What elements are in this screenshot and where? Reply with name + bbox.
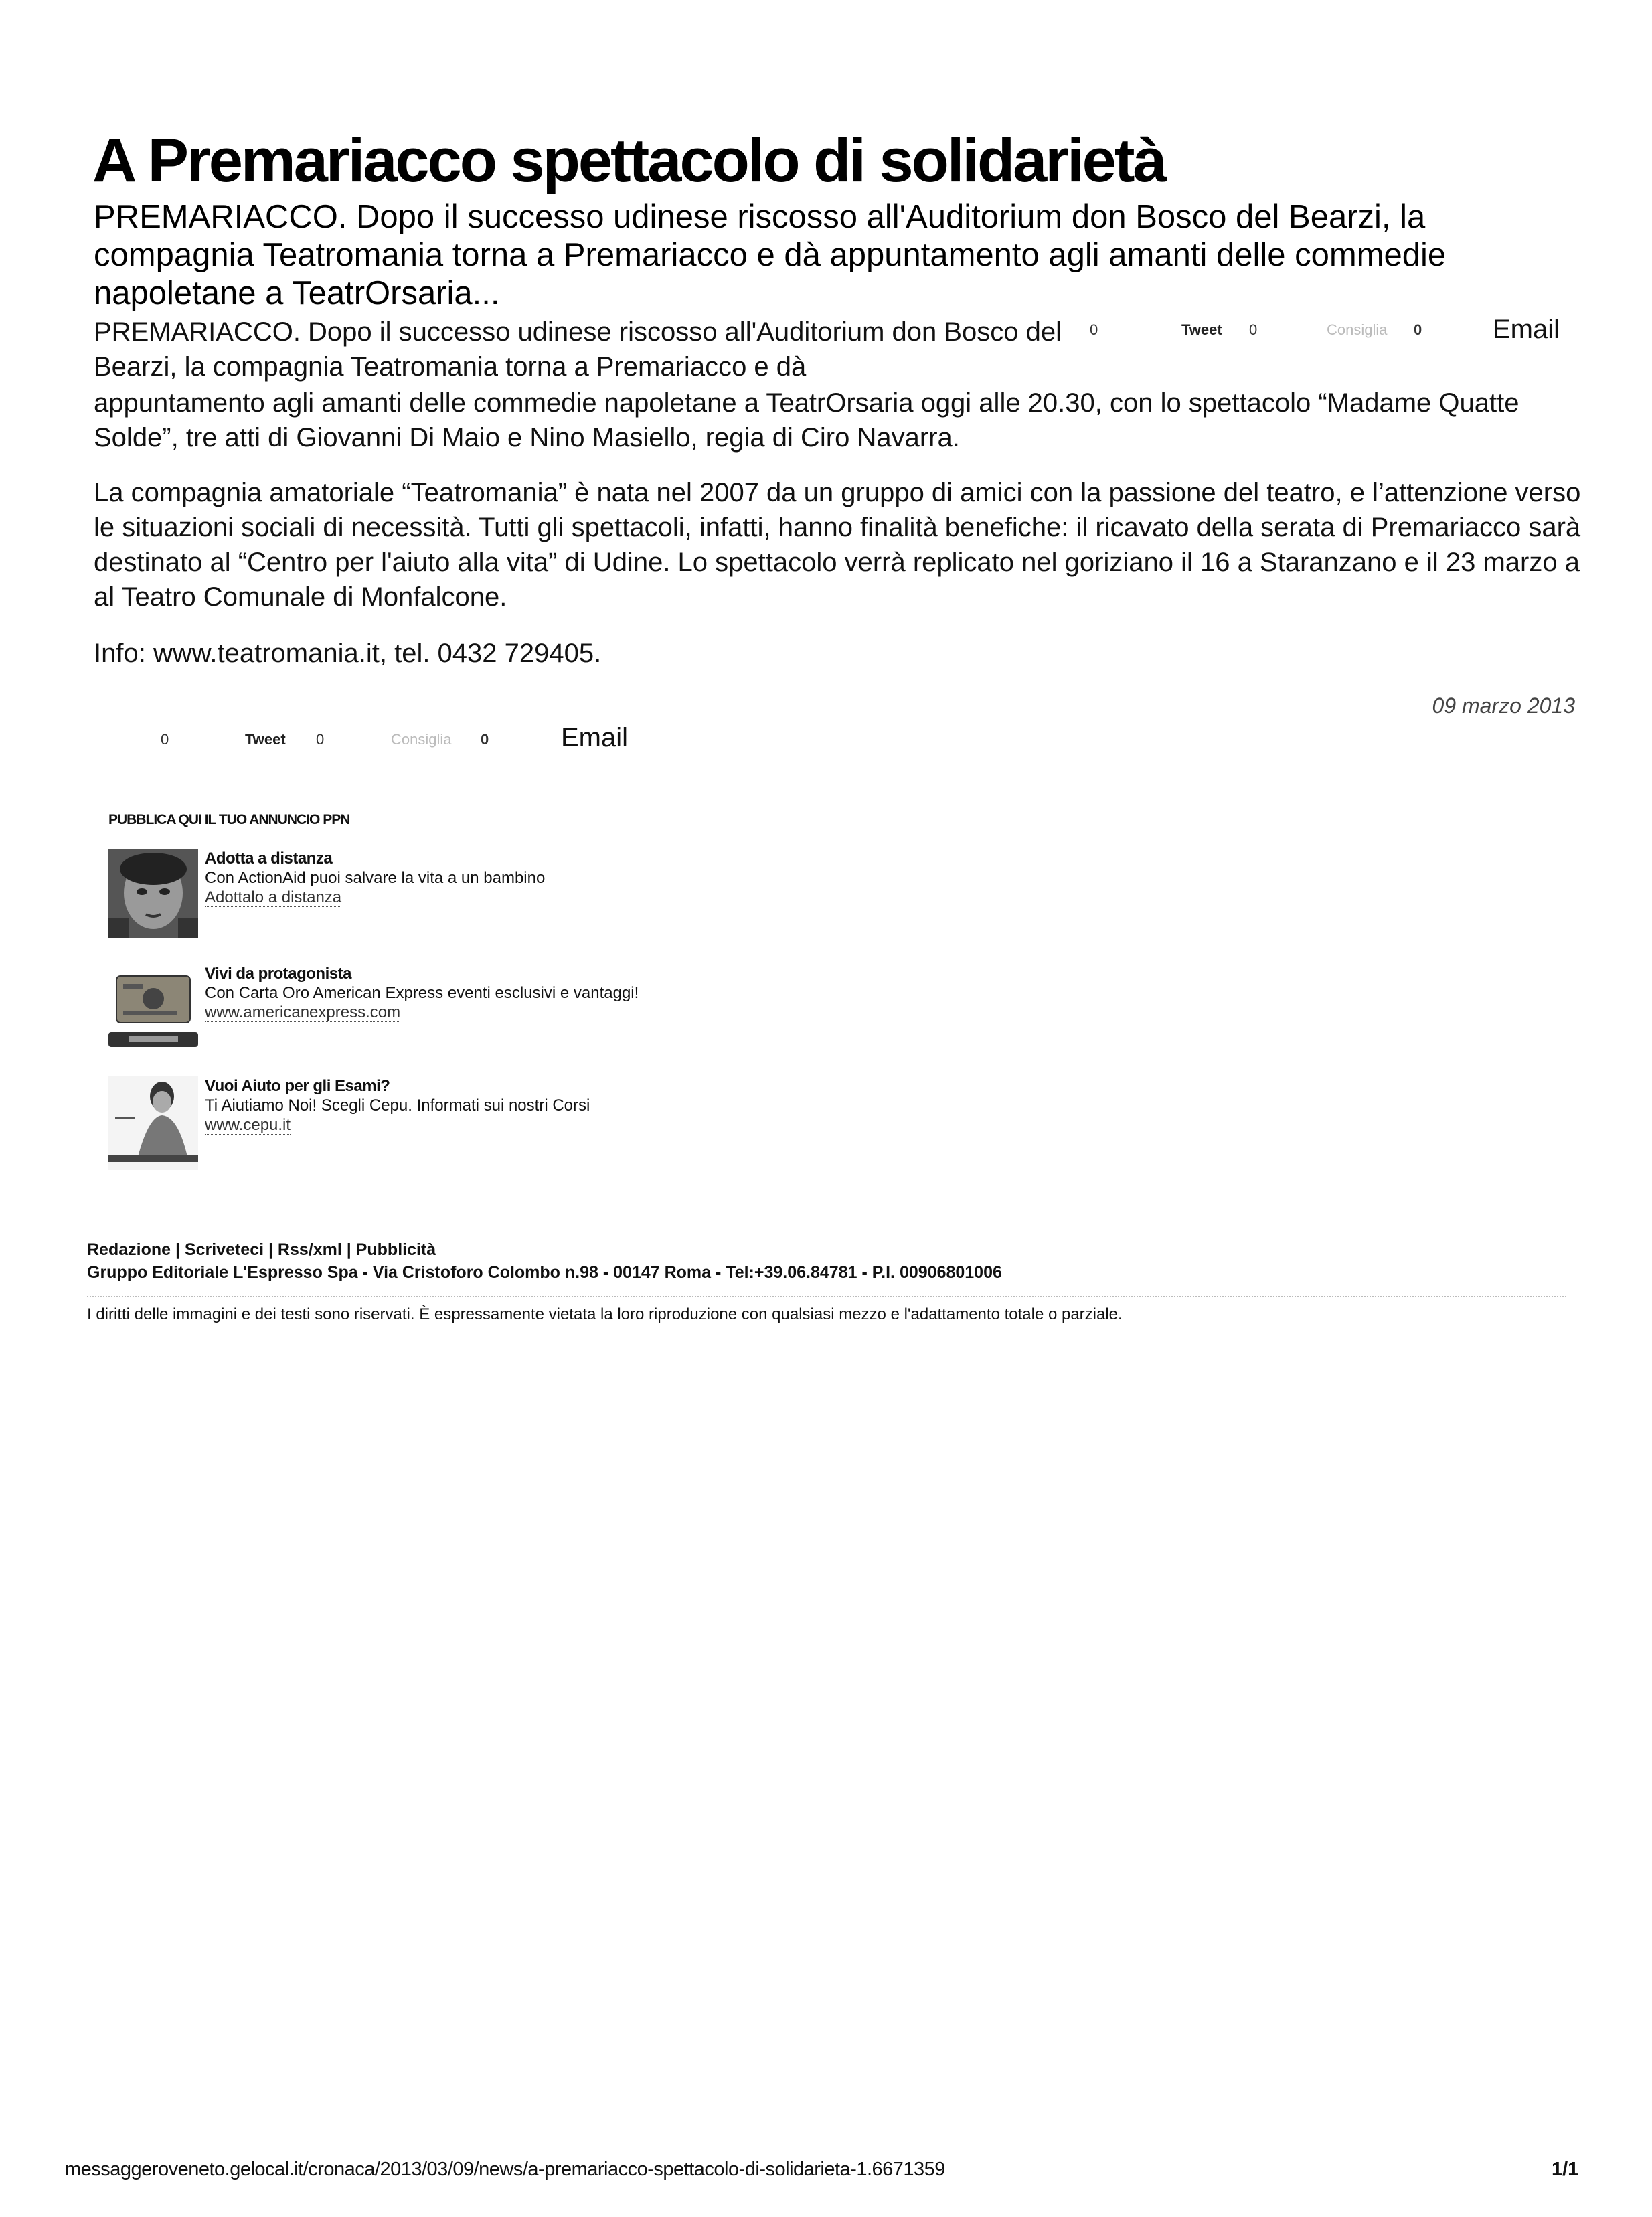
- ads-header: PUBBLICA QUI IL TUO ANNUNCIO PPN: [108, 812, 350, 827]
- ad-link[interactable]: www.cepu.it: [205, 1116, 291, 1134]
- footer: [87, 1238, 1002, 1284]
- article-date: 09 marzo 2013: [1432, 693, 1575, 718]
- email-link[interactable]: Email: [1493, 315, 1560, 344]
- email-link[interactable]: Email: [561, 723, 629, 752]
- share-bar-top: [0, 315, 1652, 355]
- ad-link[interactable]: Adottalo a distanza: [205, 888, 342, 906]
- share-count: 0: [161, 731, 169, 748]
- article-lead: PREMARIACCO. Dopo il successo udinese riscosso all'Auditorium don Bosco del Bearzi, la compagnia Teatromania torna a Premariacco e dà: [94, 317, 1062, 382]
- tweet-button[interactable]: Tweet: [245, 731, 286, 748]
- consiglia-button[interactable]: Consiglia: [391, 731, 452, 748]
- ad-text: Con Carta Oro American Express eventi esclusivi e vantaggi!: [205, 984, 639, 1002]
- footer-rights: I diritti delle immagini e dei testi sono riservati. È espressamente vietata la loro riproduzione con qualsiasi mezzo e l'adattamento totale o parziale.: [87, 1305, 1123, 1323]
- article-info: Info: www.teatromania.it, tel. 0432 729405.: [94, 639, 602, 668]
- student-photo-icon: [108, 1076, 198, 1170]
- gold-card-icon: [108, 964, 198, 1054]
- consiglia-count: 0: [1414, 321, 1422, 338]
- child-photo-icon: [108, 849, 198, 938]
- tweet-button[interactable]: Tweet: [1181, 321, 1222, 338]
- ad-title[interactable]: Adotta a distanza: [205, 849, 333, 868]
- tweet-count: 0: [1249, 321, 1258, 338]
- ad-text: Con ActionAid puoi salvare la vita a un bambino: [205, 869, 546, 887]
- footer-links[interactable]: Redazione | Scriveteci | Rss/xml | Pubblicità: [87, 1240, 436, 1259]
- article-subtitle: PREMARIACCO. Dopo il successo udinese riscosso all'Auditorium don Bosco del Bearzi, la compagnia Teatromania torna a Premariacco e dà appuntamento agli amanti delle commedie napoletane a TeatrOrsaria...: [94, 199, 1447, 311]
- footer-company: Gruppo Editoriale L'Espresso Spa - Via Cristoforo Colombo n.98 - 00147 Roma - Tel:+39.06.84781 - P.I. 00906801006: [87, 1263, 1002, 1282]
- ad-item-cepu[interactable]: [108, 1076, 912, 1170]
- page-number: 1/1: [1552, 2159, 1579, 2180]
- ad-item-amex[interactable]: [108, 964, 912, 1058]
- consiglia-count: 0: [481, 731, 489, 748]
- print-url: messaggeroveneto.gelocal.it/cronaca/2013/03/09/news/a-premariacco-spettacolo-di-solidarieta-1.6671359: [65, 2159, 945, 2180]
- article-title: A Premariacco spettacolo di solidarietà: [92, 127, 1165, 195]
- article-lead-continued: appuntamento agli amanti delle commedie napoletane a TeatrOrsaria oggi alle 20.30, con lo spettacolo “Madame Quatte Solde”, tre atti di Giovanni Di Maio e Nino Masiello, regia di Ciro Navarra.: [94, 388, 1519, 453]
- consiglia-button[interactable]: Consiglia: [1327, 321, 1388, 338]
- article-paragraph: La compagnia amatoriale “Teatromania” è nata nel 2007 da un gruppo di amici con la passione del teatro, e l’attenzione verso le situazioni sociali di necessità. Tutti gli spettacoli, infatti, hanno finalità benefiche: il ricavato della serata di Premariacco sarà destinato al “Centro per l'aiuto alla vita” di Udine. Lo spettacolo verrà replicato nel goriziano il 16 a Staranzano e il 23 marzo a al Teatro Comunale di Monfalcone.: [94, 478, 1581, 612]
- ad-title[interactable]: Vivi da protagonista: [205, 965, 351, 983]
- ad-link[interactable]: www.americanexpress.com: [205, 1003, 401, 1021]
- share-count: 0: [1090, 321, 1098, 338]
- tweet-count: 0: [316, 731, 325, 748]
- ad-text: Ti Aiutiamo Noi! Scegli Cepu. Informati sui nostri Corsi: [205, 1096, 590, 1115]
- share-bar-bottom: [0, 720, 1652, 760]
- footer-divider: [87, 1296, 1566, 1297]
- ad-item-adotta[interactable]: [108, 849, 912, 942]
- ad-title[interactable]: Vuoi Aiuto per gli Esami?: [205, 1077, 390, 1095]
